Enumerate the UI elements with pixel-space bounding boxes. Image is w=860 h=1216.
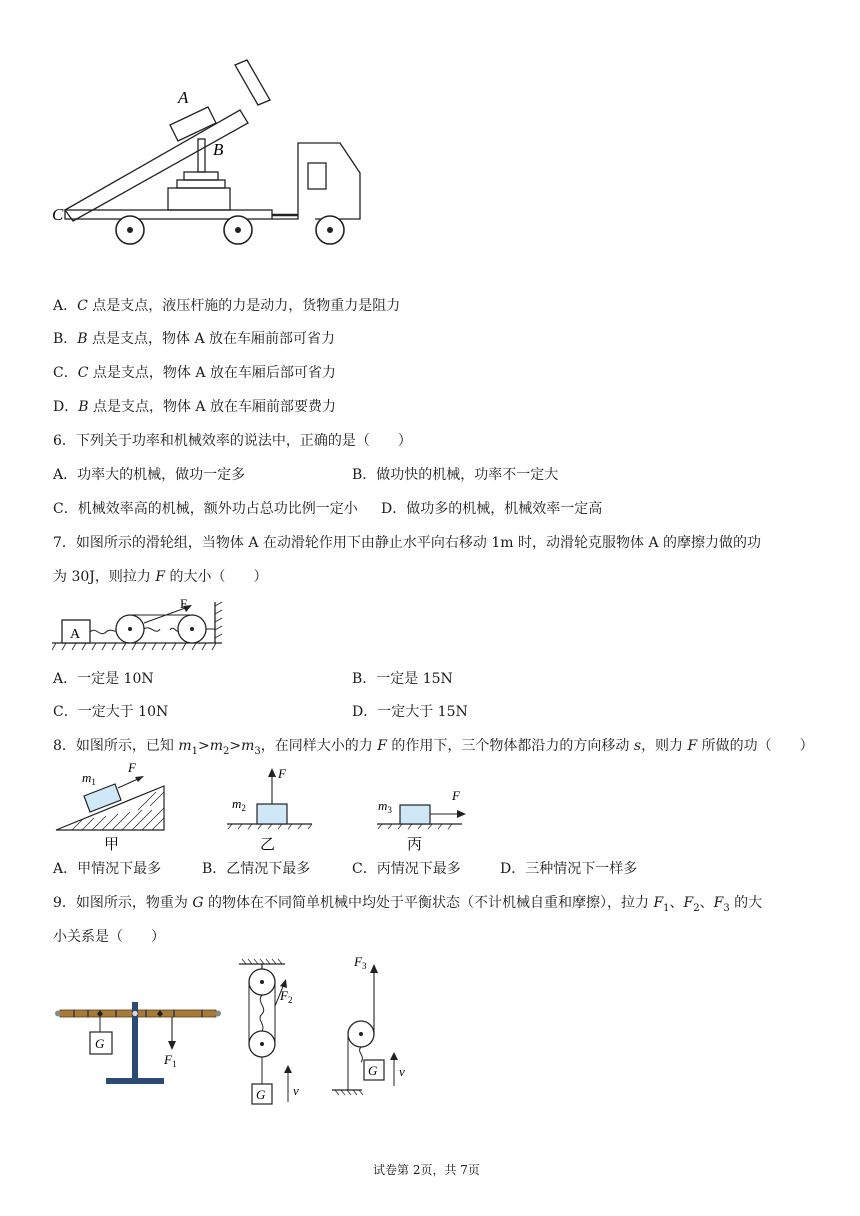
q7-stem-line1: 7．如图所示的滑轮组，当物体 A 在动滑轮作用下由静止水平向右移动 1m 时，动滑轮克服物体 A 的摩擦力做的功 bbox=[53, 535, 762, 551]
q8-option-a: A．甲情况下最多 bbox=[53, 861, 162, 877]
q8-label-yi: 乙 bbox=[260, 837, 276, 853]
q9-lever-g: G bbox=[95, 1036, 105, 1051]
q8-option-c: C．丙情况下最多 bbox=[352, 861, 461, 877]
q7-option-b: B．一定是 15N bbox=[352, 671, 453, 687]
q7-stem-line2: 为 30J，则拉力 F 的大小（ ） bbox=[53, 569, 268, 585]
q7-pulley-figure bbox=[52, 596, 232, 654]
q5-option-b: B．B 点是支点，物体 A 放在车厢前部可省力 bbox=[53, 331, 336, 347]
q7-label-a: A bbox=[70, 627, 81, 642]
q9-machines-figure bbox=[52, 952, 432, 1112]
q5-truck-figure bbox=[50, 55, 370, 255]
q8-jia-f: F bbox=[128, 760, 136, 775]
q8-yi-f: F bbox=[278, 766, 286, 781]
q9-pulley-f2: $F_2$ bbox=[280, 988, 293, 1005]
q5-option-d: D．B 点是支点，物体 A 放在车厢前部要费力 bbox=[53, 399, 336, 415]
q6-stem: 6．下列关于功率和机械效率的说法中，正确的是（ ） bbox=[53, 433, 412, 449]
q5-option-c: C．C 点是支点，物体 A 放在车厢后部可省力 bbox=[53, 365, 336, 381]
q5-label-c: C bbox=[52, 205, 64, 224]
q9-stem-line2: 小关系是（ ） bbox=[53, 929, 165, 945]
q8-stem: 8．如图所示，已知 $m_1>m_2>m_3$，在同样大小的力 F 的作用下，三个物体都沿力的方向移动 s，则力 F 所做的功（ ） bbox=[53, 738, 814, 757]
q7-option-a: A．一定是 10N bbox=[53, 671, 154, 687]
q8-jia-m1: $m_1$ bbox=[82, 770, 96, 787]
q8-yi-m2: $m_2$ bbox=[232, 796, 246, 813]
q8-three-cases-figure bbox=[52, 758, 492, 854]
q6-option-a: A．功率大的机械，做功一定多 bbox=[53, 467, 246, 483]
q9-stem-line1: 9．如图所示，物重为 G 的物体在不同简单机械中均处于平衡状态（不计机械自重和摩擦），拉力 $F_1$、$F_2$、$F_3$ 的大 bbox=[53, 895, 763, 914]
q7-option-c: C．一定大于 10N bbox=[53, 704, 169, 720]
q6-option-d: D．做功多的机械，机械效率一定高 bbox=[381, 501, 603, 517]
page-footer: 试卷第 2页，共 7页 bbox=[373, 1163, 480, 1177]
q8-bing-f: F bbox=[452, 788, 460, 803]
q8-option-b: B．乙情况下最多 bbox=[202, 861, 311, 877]
q6-option-c: C．机械效率高的机械，额外功占总功比例一定小 bbox=[53, 501, 358, 517]
q5-label-b: B bbox=[213, 140, 224, 159]
q7-option-d: D．一定大于 15N bbox=[352, 704, 468, 720]
q9-lever-f1: $F_1$ bbox=[164, 1052, 177, 1069]
q9-pulley3-f3: $F_3$ bbox=[354, 954, 367, 971]
q9-pulley3-v: v bbox=[399, 1064, 405, 1079]
q8-option-d: D．三种情况下一样多 bbox=[500, 861, 638, 877]
q7-label-f: F bbox=[180, 596, 188, 611]
q5-option-a: A．C 点是支点，液压杆施的力是动力，货物重力是阻力 bbox=[53, 298, 401, 314]
q8-bing-m3: $m_3$ bbox=[378, 798, 392, 815]
q8-label-bing: 丙 bbox=[407, 837, 423, 853]
q5-label-a: A bbox=[178, 88, 189, 107]
q9-pulley-g: G bbox=[256, 1087, 266, 1102]
q6-option-b: B．做功快的机械，功率不一定大 bbox=[352, 467, 559, 483]
q9-pulley3-g: G bbox=[368, 1063, 378, 1078]
q8-label-jia: 甲 bbox=[104, 837, 120, 853]
q9-pulley-v: v bbox=[293, 1083, 299, 1098]
